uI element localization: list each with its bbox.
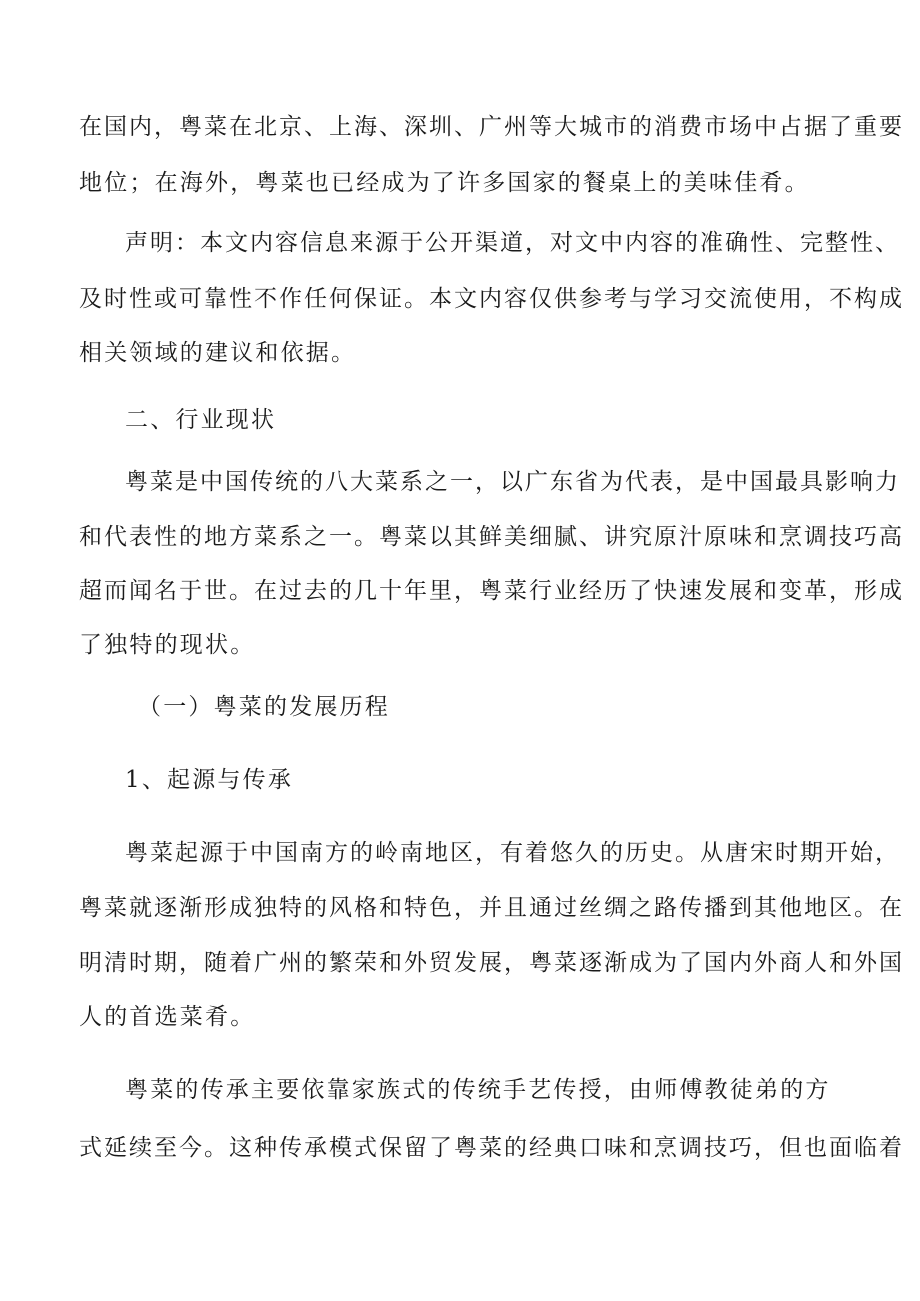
body-text-line: 粤菜的传承主要依靠家族式的传统手艺传授，由师傅教徒弟的方: [125, 1077, 831, 1103]
body-text-line: 超而闻名于世。在过去的几十年里，粤菜行业经历了快速发展和变革，形成: [79, 578, 904, 604]
body-text-line: 人的首选菜肴。: [79, 1004, 256, 1030]
section-heading: 二、行业现状: [125, 407, 277, 433]
body-text-line: 明清时期，随着广州的繁荣和外贸发展，粤菜逐渐成为了国内外商人和外国: [79, 950, 904, 976]
body-text-line: 在国内，粤菜在北京、上海、深圳、广州等大城市的消费市场中占据了重要: [79, 114, 904, 140]
disclaimer-line: 相关领域的建议和依据。: [79, 340, 357, 366]
body-text-line: 和代表性的地方菜系之一。粤菜以其鲜美细腻、讲究原汁原味和烹调技巧高: [79, 524, 904, 550]
body-text-line: 地位；在海外，粤菜也已经成为了许多国家的餐桌上的美味佳肴。: [79, 170, 810, 196]
body-text-line: 粤菜起源于中国南方的岭南地区，有着悠久的历史。从唐宋时期开始，: [125, 840, 900, 866]
disclaimer-line: 及时性或可靠性不作任何保证。本文内容仅供参考与学习交流使用，不构成: [79, 286, 904, 312]
body-text-line: 式延续至今。这种传承模式保留了粤菜的经典口味和烹调技巧，但也面临着: [79, 1135, 904, 1161]
item-heading: 1、起源与传承: [125, 767, 294, 793]
subsection-heading: （一）粤菜的发展历程: [138, 694, 390, 720]
disclaimer-line: 声明：本文内容信息来源于公开渠道，对文中内容的准确性、完整性、: [125, 230, 900, 256]
body-text-line: 粤菜是中国传统的八大菜系之一，以广东省为代表，是中国最具影响力: [125, 469, 900, 495]
body-text-line: 了独特的现状。: [79, 632, 256, 658]
body-text-line: 粤菜就逐渐形成独特的风格和特色，并且通过丝绸之路传播到其他地区。在: [79, 895, 904, 921]
